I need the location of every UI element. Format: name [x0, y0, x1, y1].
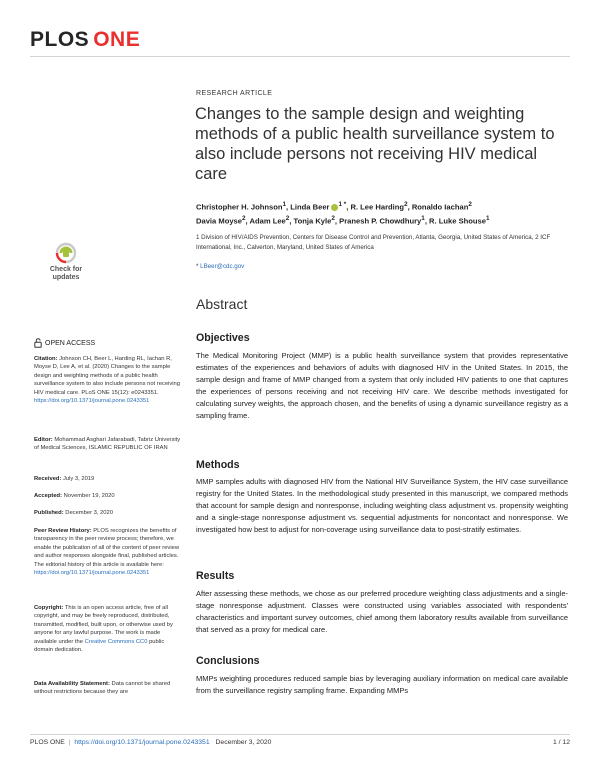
cc0-link[interactable]: Creative Commons CC0: [84, 638, 148, 645]
affiliations: 1 Division of HIV/AIDS Prevention, Centers for Disease Control and Prevention, Atlanta, Georgia, United States of America, 2 ICF International, Inc., Calverton, Maryland, United States of America: [196, 234, 551, 251]
peer-review-text: PLOS recognizes the benefits of transparency in the peer review process; therefore, we enable the publication of all of the content of peer review and author responses alongside final, published articles. The editorial history of this article is available here:: [34, 528, 180, 568]
author-list: [196, 199, 568, 227]
author-affil-sup: 1: [486, 215, 490, 223]
author-name[interactable]: , R. Luke Shouse: [424, 216, 486, 226]
copyright-text: This is an open access article, free of all copyright, and may be freely reproduced, distributed, transmitted, modified, built upon, or otherwise used by anyone for any lawful purpose. The work is made available under the: [34, 605, 173, 645]
data-availability-label: Data Availability Statement:: [34, 681, 110, 687]
section-text-results: After assessing these methods, we chose as our preferred procedure weighting class adjustments and a single-stage nonresponse adjustment. Classes were constructed using variables associated with respondents' characteristics and important survey outcomes, chief among them laboratory results available from surveillance that served as a proxy for medical care.: [196, 589, 568, 634]
check-for-updates-line1: Check for: [49, 266, 83, 273]
email-link[interactable]: LBeer@cdc.gov: [200, 263, 245, 270]
accepted-block: [34, 492, 184, 500]
author-affil-sup: 2: [404, 201, 408, 208]
author-name[interactable]: , R. Lee Harding: [346, 202, 405, 212]
section-text-methods: MMP samples adults with diagnosed HIV from the National HIV Surveillance System, the HIV case surveillance registry for the United States. In the methodological study presented in this manuscript, we compared methods that account for sample design and nonresponse, including weighting class adjustment vs. propensity weighting and a single-stage nonresponse adjustment vs. sequential adjustments for noncontact and nonresponse. We investigated how best to adjust for non-coverage using surveillance data to post-stratify estimates.: [196, 477, 568, 534]
accepted-date: November 19, 2020: [63, 493, 115, 499]
abstract-heading: Abstract: [196, 296, 248, 312]
editor-text: Mohammad Asghari Jafarabadi, Tabriz University of Medical Sciences, ISLAMIC REPUBLIC OF IRAN: [34, 437, 181, 452]
orcid-icon[interactable]: [331, 204, 338, 211]
editor-label: Editor:: [34, 437, 53, 443]
section-heading-objectives: Objectives: [196, 332, 250, 344]
check-for-updates-line2: updates: [52, 274, 80, 281]
citation-block: [34, 355, 184, 405]
corresponding-email: [196, 263, 244, 270]
article-title: Changes to the sample design and weighting methods of a public health surveillance system to also include persons not receiving HIV medical care: [195, 105, 555, 183]
author-affil-sup: 1 *: [338, 201, 347, 208]
published-date: December 3, 2020: [65, 510, 113, 516]
received-block: [34, 475, 184, 483]
footer-date: December 3, 2020: [215, 739, 272, 746]
author-name[interactable]: , Linda Beer: [286, 202, 330, 212]
section-heading-results: Results: [196, 570, 235, 582]
author-line-2: [196, 213, 568, 227]
data-availability-block: [34, 680, 184, 697]
header-divider: [30, 56, 570, 57]
email-marker: *: [196, 263, 199, 270]
published-block: [34, 509, 184, 517]
section-text-conclusions: MMPs weighting procedures reduced sample bias by leveraging auxiliary information on medical care available from the surveillance registry sampling frame. Expanding MMPs: [196, 674, 568, 695]
article-type: RESEARCH ARTICLE: [196, 90, 273, 97]
section-text-objectives: The Medical Monitoring Project (MMP) is a public health surveillance system that provides representative estimates of the experiences and behaviors of adults with diagnosed HIV in the United States. In 2015, the sample design and frame of MMP changed from a system that only included HIV patients to one that captures the experiences of persons receiving and not receiving HIV care. We describe methods investigated for calculating survey weights, the approach chosen, and the benefits of using a dynamic surveillance registry as a sampling frame.: [196, 351, 568, 420]
published-label: Published:: [34, 510, 64, 516]
author-name[interactable]: , Adam Lee: [245, 216, 286, 226]
footer-separator: |: [68, 739, 71, 746]
received-date: July 3, 2019: [63, 476, 95, 482]
footer-journal: PLOS ONE: [30, 739, 65, 746]
peer-review-label: Peer Review History:: [34, 528, 92, 534]
footer-divider: [30, 734, 570, 735]
author-line-1: [196, 199, 568, 213]
open-access-label: [34, 338, 95, 348]
footer-doi-link[interactable]: https://doi.org/10.1371/journal.pone.0243351: [74, 739, 210, 746]
citation-doi-link[interactable]: https://doi.org/10.1371/journal.pone.0243351: [34, 398, 150, 405]
open-lock-icon: [34, 338, 42, 348]
author-name[interactable]: , Pranesh P. Chowdhury: [334, 216, 422, 226]
accepted-label: Accepted:: [34, 493, 63, 499]
copyright-tail: public domain dedication.: [34, 638, 165, 654]
citation-text: Johnson CH, Beer L, Harding RL, Iachan R, Moyse D, Lee A, et al. (2020) Changes to the sample design and weighting methods of a public health surveillance system to also include persons not receiving HIV medical care. PLoS ONE 15(12): e0243351.: [34, 356, 180, 396]
section-heading-conclusions: Conclusions: [196, 655, 260, 667]
author-affil-sup: 1: [421, 215, 425, 223]
logo-one-text: ONE: [93, 28, 141, 51]
author-name[interactable]: , Ronaldo Iachan: [407, 202, 469, 212]
author-affil-sup: 1: [282, 201, 287, 208]
author-affil-sup: 2: [468, 201, 472, 208]
journal-logo[interactable]: [30, 28, 140, 52]
copyright-block: [34, 604, 184, 654]
author-name[interactable]: Christopher H. Johnson: [196, 202, 283, 212]
author-name[interactable]: Davia Moyse: [196, 216, 243, 226]
editor-block: [34, 436, 184, 453]
received-label: Received:: [34, 476, 62, 482]
peer-review-block: [34, 527, 184, 577]
section-heading-methods: Methods: [196, 459, 240, 471]
page-footer: [30, 739, 271, 746]
author-name[interactable]: , Tonja Kyle: [289, 216, 332, 226]
page-number: 1 / 12: [552, 739, 570, 746]
copyright-label: Copyright:: [34, 605, 64, 611]
data-availability-text: Data cannot be shared without restrictions because they are: [34, 681, 171, 696]
check-for-updates-badge[interactable]: [40, 240, 92, 292]
open-access-text: OPEN ACCESS: [45, 339, 96, 347]
peer-review-link[interactable]: https://doi.org/10.1371/journal.pone.0243351: [34, 570, 150, 577]
citation-label: Citation:: [34, 356, 58, 362]
author-affil-sup: 2: [331, 215, 335, 223]
logo-plos-text: PLOS: [30, 28, 90, 51]
author-affil-sup: 2: [285, 215, 290, 223]
author-affil-sup: 2: [242, 215, 246, 223]
